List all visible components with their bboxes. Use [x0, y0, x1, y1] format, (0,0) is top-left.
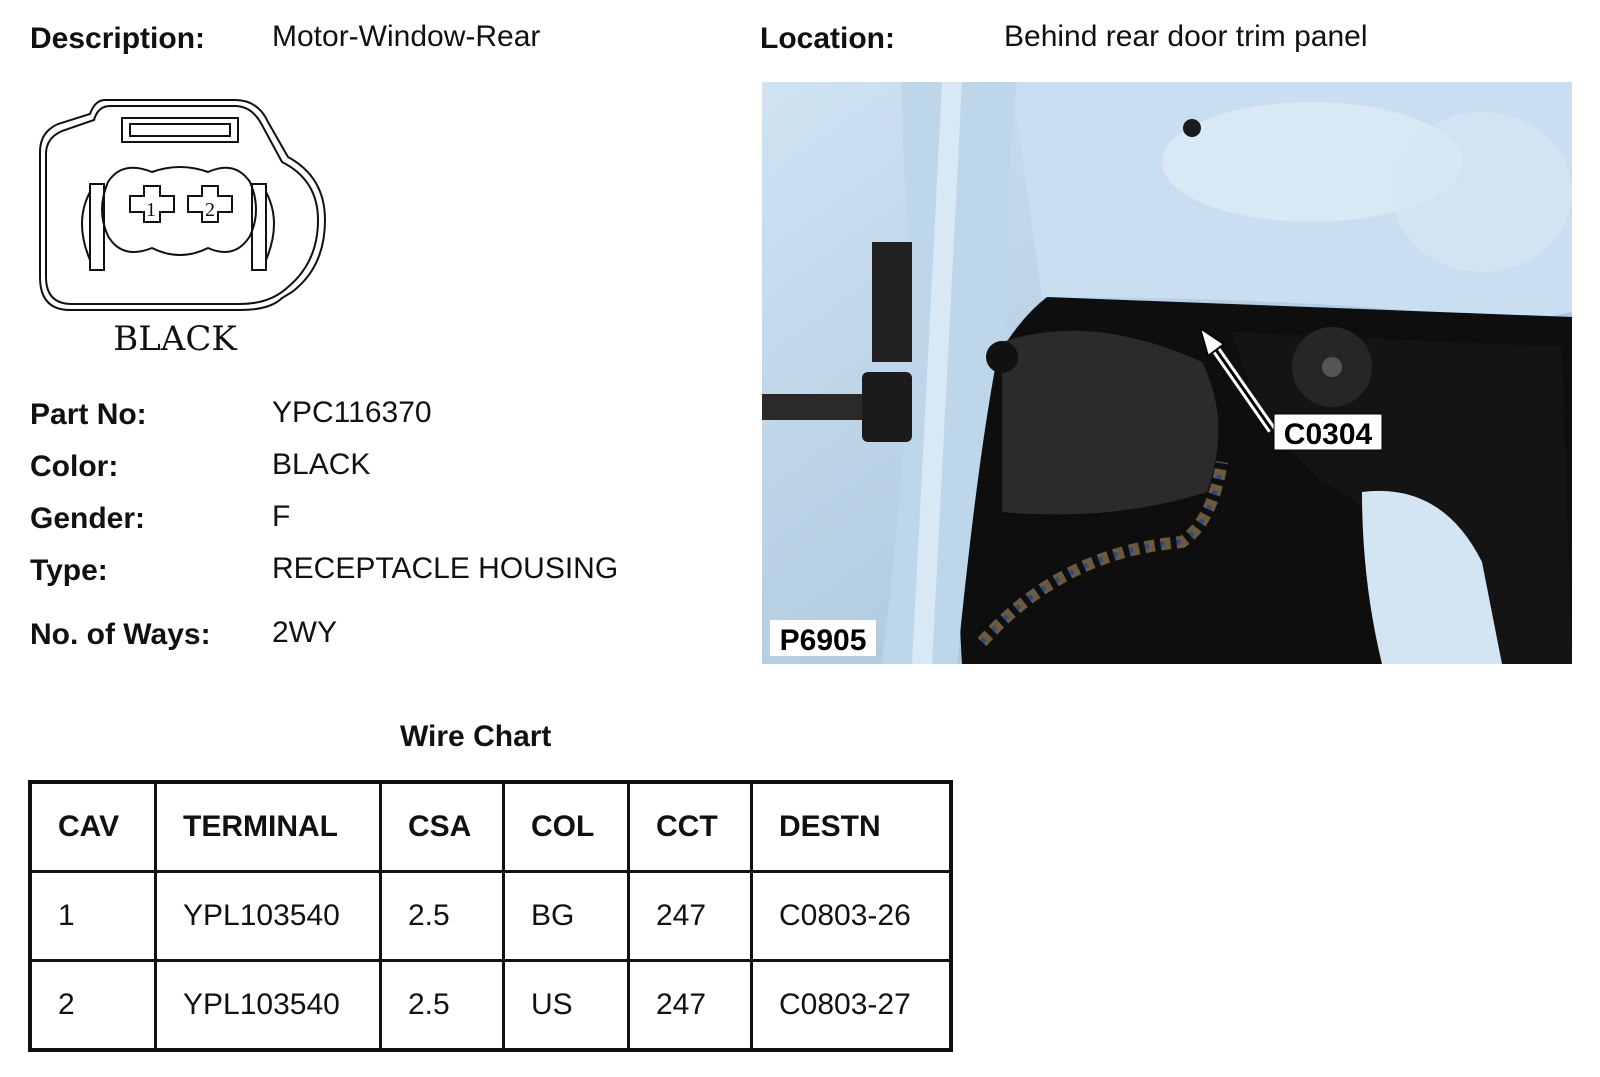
- cell-csa: 2.5: [381, 961, 504, 1051]
- cell-terminal: YPL103540: [156, 872, 381, 961]
- ways-value: 2WY: [272, 616, 338, 649]
- col-header-col: COL: [504, 782, 629, 872]
- pin-2-label: 2: [205, 199, 215, 221]
- cell-col: BG: [504, 872, 629, 961]
- table-row: [30, 872, 951, 961]
- location-value: Behind rear door trim panel: [1004, 20, 1368, 53]
- color-label: Color:: [30, 450, 119, 483]
- cell-destn: C0803-26: [752, 872, 952, 961]
- cell-terminal: YPL103540: [156, 961, 381, 1051]
- cell-cav: 2: [30, 961, 156, 1051]
- cell-col: US: [504, 961, 629, 1051]
- connector-face-diagram: [30, 92, 340, 367]
- location-photo: [762, 82, 1572, 664]
- cell-destn: C0803-27: [752, 961, 952, 1051]
- col-header-terminal: TERMINAL: [156, 782, 381, 872]
- col-header-destn: DESTN: [752, 782, 952, 872]
- table-row: [30, 961, 951, 1051]
- table-header-row: [30, 782, 951, 872]
- wire-chart-title: Wire Chart: [400, 720, 552, 753]
- gender-value: F: [272, 500, 291, 533]
- type-label: Type:: [30, 554, 108, 587]
- description-label: Description:: [30, 22, 206, 55]
- cell-cct: 247: [629, 872, 752, 961]
- description-value: Motor-Window-Rear: [272, 20, 541, 53]
- color-value: BLACK: [272, 448, 371, 481]
- col-header-cct: CCT: [629, 782, 752, 872]
- pin-1-label: 1: [146, 199, 156, 221]
- ways-label: No. of Ways:: [30, 618, 211, 651]
- type-value: RECEPTACLE HOUSING: [272, 552, 619, 585]
- part-no-label: Part No:: [30, 398, 147, 431]
- col-header-csa: CSA: [381, 782, 504, 872]
- gender-label: Gender:: [30, 502, 146, 535]
- callout-label: C0304: [1283, 418, 1373, 451]
- wire-chart-table: [28, 780, 953, 1052]
- location-label: Location:: [760, 22, 895, 55]
- photo-id-label: P6905: [779, 624, 867, 657]
- part-no-value: YPC116370: [272, 396, 432, 429]
- connector-color-caption: BLACK: [113, 319, 237, 359]
- col-header-cav: CAV: [30, 782, 156, 872]
- cell-cct: 247: [629, 961, 752, 1051]
- cell-csa: 2.5: [381, 872, 504, 961]
- cell-cav: 1: [30, 872, 156, 961]
